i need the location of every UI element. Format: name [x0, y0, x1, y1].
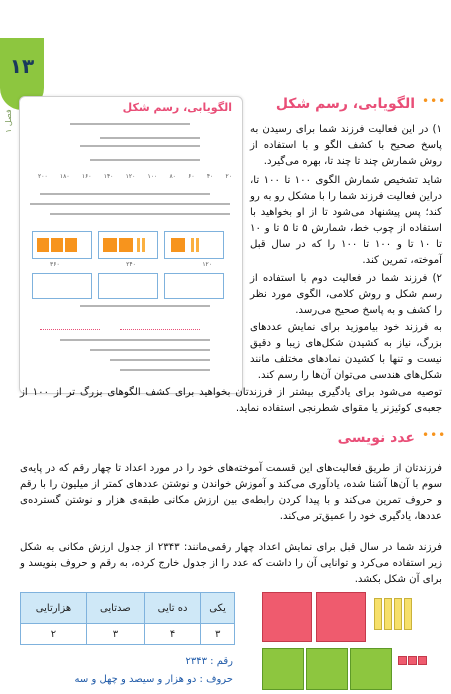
table-cell: ۳	[201, 624, 235, 645]
thousand-cube	[316, 592, 366, 642]
thumb-number-row: ۲۰۰ ۱۸۰ ۱۶۰ ۱۴۰ ۱۲۰ ۱۰۰ ۸۰ ۶۰ ۴۰ ۲۰	[38, 173, 232, 180]
thumb-text-line	[90, 159, 200, 161]
table-cell: ۳	[86, 624, 144, 645]
thumb-number-row-2: ۳۶۰ ۲۴۰ ۱۲۰	[50, 261, 212, 268]
place-value-table	[20, 592, 235, 645]
thumb-text-line	[70, 123, 190, 125]
unit-cube	[398, 656, 407, 665]
table-header: هزارتایی	[21, 593, 87, 624]
thumb-text-line	[60, 339, 210, 341]
section-title-pattern: الگویابی، رسم شکل	[275, 96, 415, 112]
section1-paragraph-5: توصیه می‌شود برای یادگیری بیشتر از فرزندتان بخواهید برای کشف الگوهای بزرگ تر از ۱۰۰ از جعبه‌ی کوئیزنر یا مقوای شطرنجی استفاده نماید.	[20, 387, 442, 414]
thumb-empty-box	[164, 273, 224, 299]
workbook-thumbnail	[19, 96, 243, 394]
thumb-empty-box	[98, 273, 158, 299]
table-header: ده تایی	[144, 593, 200, 624]
unit-cube	[418, 656, 427, 665]
unit-cube	[408, 656, 417, 665]
ten-rod	[394, 598, 402, 630]
thumbnail-title: الگویابی، رسم شکل	[122, 101, 232, 114]
digits-caption: رقم : ۲۳۴۳	[185, 656, 233, 667]
thumb-blocks-box	[164, 231, 224, 259]
thumb-blocks-box	[98, 231, 158, 259]
thumb-text-line	[50, 213, 230, 215]
table-cell: ۲	[21, 624, 87, 645]
table-cell: ۴	[144, 624, 200, 645]
page-number: ۱۳	[9, 54, 35, 78]
thumb-text-line	[40, 193, 210, 195]
thumb-scribble	[120, 323, 200, 330]
thumb-text-line	[120, 369, 210, 371]
thumb-text-line	[110, 359, 210, 361]
section-bullet-icon: •••	[422, 428, 447, 442]
table-header-row	[21, 593, 235, 624]
words-caption: حروف : دو هزار و سیصد و چهل و سه	[74, 674, 233, 685]
section1-paragraph-3: ۲) فرزند شما در فعالیت دوم با استفاده از رسم شکل و روش کلامی، الگوی مورد نظر را کشف و به پاسخ صحیح می‌رسد.	[250, 273, 442, 316]
table-row	[21, 624, 235, 645]
thumb-empty-box	[32, 273, 92, 299]
section2-paragraph-2: فرزند شما در سال قبل برای نمایش اعداد چهار رقمی‌مانند: ۲۳۴۳ از جدول ارزش مکانی به شکل زیر استفاده می‌کرد و توانایی آن را داشت که عدد را از جدول خارج کرده، به رقم و حروف بنویسد و برای آن شکل بکشد.	[20, 542, 442, 585]
thumb-text-line	[90, 349, 210, 351]
ten-rod	[384, 598, 392, 630]
hundred-flat	[262, 648, 304, 690]
section1-paragraph-4: به فرزند خود بیاموزید برای نمایش عددهای بزرگ، نیاز به کشیدن شکل‌های زیبا و دقیق نیست و تنها با کشیدن نمادهای مختلف مانند شکل‌های هندسی می‌توان آن‌ها را رسم کند.	[250, 322, 442, 381]
thumb-text-line	[80, 145, 200, 147]
section-title-number-writing: عدد نویسی	[337, 430, 415, 446]
table-header: صدتایی	[86, 593, 144, 624]
section1-paragraph-2: شاید تشخیص شمارش الگوی ۱۰۰ تا ۱۰۰ تا، دراین فعالیت فرزند شما را با مشکل رو به رو کند؛ پس پیشنهاد می‌شود تا از او بخواهید با استفاده از چوب خط، شمارش ۵ تا ۵ تا و ۱۰ تا ۱۰ تا و ۱۰۰ تا ۱۰۰ را که در سال قبل آموخته، تمرین کند.	[250, 175, 443, 266]
hundred-flat	[306, 648, 348, 690]
thumb-blocks-box	[32, 231, 92, 259]
table-header: یکی	[201, 593, 235, 624]
ten-rod	[374, 598, 382, 630]
ten-rod	[404, 598, 412, 630]
chapter-label: فصل ۱	[4, 109, 13, 133]
section-bullet-icon: •••	[422, 94, 447, 108]
section1-paragraph-1: ۱) در این فعالیت فرزند شما برای رسیدن به پاسخ صحیح با کشف الگو و با استفاده از روش شمارش چند تا چند تا، بهره می‌گیرد.	[250, 124, 442, 167]
thousand-cube	[262, 592, 312, 642]
thumb-text-line	[80, 305, 210, 307]
section2-paragraph-1: فرزندتان از طریق فعالیت‌های این قسمت آموخته‌های خود را در مورد اعداد تا چهار رقم که در پایه‌ی سوم با آن‌ها آشنا شده، یادآوری می‌کند و آموزش خواندن و نوشتن عددهای کمتر از میلیون را با رقم و حروف تمرین می‌کند و با پیدا کردن رابطه‌ی بین ارزش مکانی طبقه‌ی هزار و نوشتن گسترده‌ی عددها، یادگیری خود را عمیق‌تر می‌کند.	[20, 463, 442, 522]
thumb-scribble	[40, 323, 100, 330]
thumb-text-line	[30, 203, 230, 205]
thumb-text-line	[100, 137, 200, 139]
hundred-flat	[350, 648, 392, 690]
